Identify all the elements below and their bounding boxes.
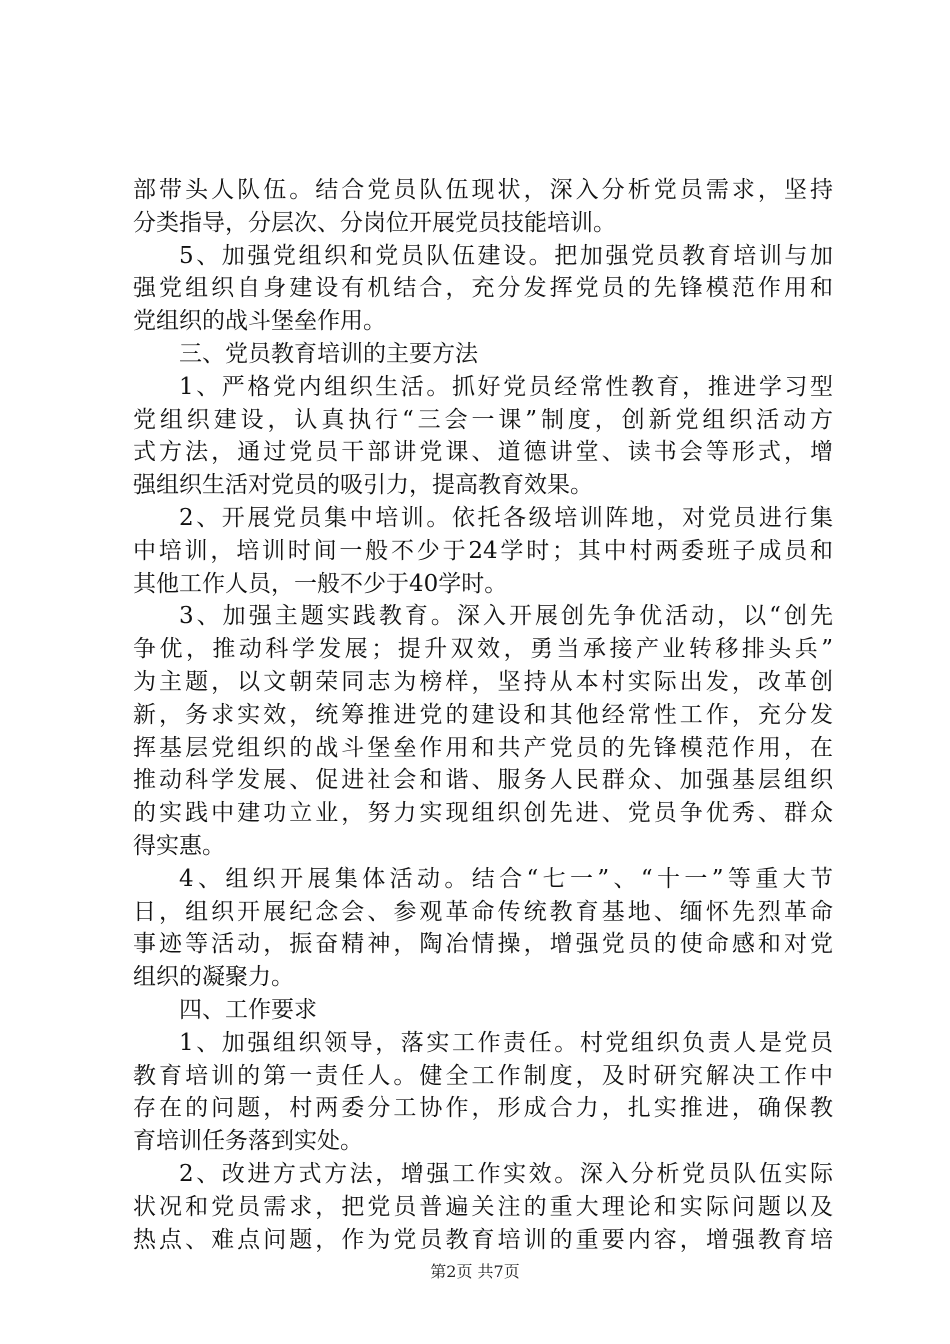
text-line: 教育培训的第一责任人。健全工作制度，及时研究解决工作中	[133, 1062, 833, 1089]
text-line: 2、改进方式方法，增强工作实效。深入分析党员队伍实际	[179, 1160, 833, 1187]
text-line: 4、组织开展集体活动。结合“七一”、“十一”等重大节	[179, 865, 833, 892]
text-line: 式方法，通过党员干部讲党课、道德讲堂、读书会等形式，增	[133, 439, 833, 466]
text-line: 1、加强组织领导，落实工作责任。村党组织负责人是党员	[179, 1029, 833, 1056]
text-line: 部带头人队伍。结合党员队伍现状，深入分析党员需求，坚持	[133, 177, 833, 203]
text-line: 的实践中建功立业，努力实现组织创先进、党员争优秀、群众	[133, 800, 833, 827]
text-line: 2、开展党员集中培训。依托各级培训阵地，对党员进行集	[179, 504, 833, 531]
text-line: 挥基层党组织的战斗堡垒作用和共产党员的先锋模范作用，在	[133, 734, 833, 761]
text-line: 三、党员教育培训的主要方法	[179, 340, 478, 367]
text-line: 新，务求实效，统筹推进党的建设和其他经常性工作，充分发	[133, 701, 833, 728]
text-line: 热点、难点问题，作为党员教育培训的重要内容，增强教育培	[133, 1226, 833, 1253]
text-line: 存在的问题，村两委分工协作，形成合力，扎实推进，确保教	[133, 1095, 833, 1122]
text-line: 1、严格党内组织生活。抓好党员经常性教育，推进学习型	[179, 373, 833, 400]
page-footer: 第2页 共7页	[430, 1262, 520, 1281]
text-line: 为主题，以文朝荣同志为榜样，坚持从本村实际出发，改革创	[133, 668, 833, 695]
text-line: 党组织建设，认真执行“三会一课”制度，创新党组织活动方	[133, 406, 833, 433]
text-line: 日，组织开展纪念会、参观革命传统教育基地、缅怀先烈革命	[133, 898, 833, 925]
document-body	[133, 174, 833, 1256]
text-line: 中培训，培训时间一般不少于24学时；其中村两委班子成员和	[133, 537, 833, 564]
text-line: 分类指导，分层次、分岗位开展党员技能培训。	[133, 209, 616, 236]
text-line: 5、加强党组织和党员队伍建设。把加强党员教育培训与加	[179, 242, 833, 269]
text-line: 状况和党员需求，把党员普遍关注的重大理论和实际问题以及	[133, 1193, 833, 1220]
text-line: 强组织生活对党员的吸引力，提高教育效果。	[133, 472, 593, 499]
text-line: 组织的凝聚力。	[133, 964, 294, 991]
text-line: 争优，推动科学发展；提升双效，勇当承接产业转移排头兵”	[133, 636, 833, 663]
text-line: 强党组织自身建设有机结合，充分发挥党员的先锋模范作用和	[133, 275, 833, 302]
text-line: 事迹等活动，振奋精神，陶冶情操，增强党员的使命感和对党	[133, 931, 833, 958]
text-line: 四、工作要求	[179, 996, 317, 1023]
text-line: 党组织的战斗堡垒作用。	[133, 308, 386, 335]
text-line: 育培训任务落到实处。	[133, 1128, 363, 1155]
text-line: 推动科学发展、促进社会和谐、服务人民群众、加强基层组织	[133, 767, 833, 794]
text-line: 得实惠。	[133, 832, 225, 859]
text-line: 3、加强主题实践教育。深入开展创先争优活动，以“创先	[179, 603, 833, 630]
text-line: 其他工作人员，一般不少于40学时。	[133, 570, 508, 597]
